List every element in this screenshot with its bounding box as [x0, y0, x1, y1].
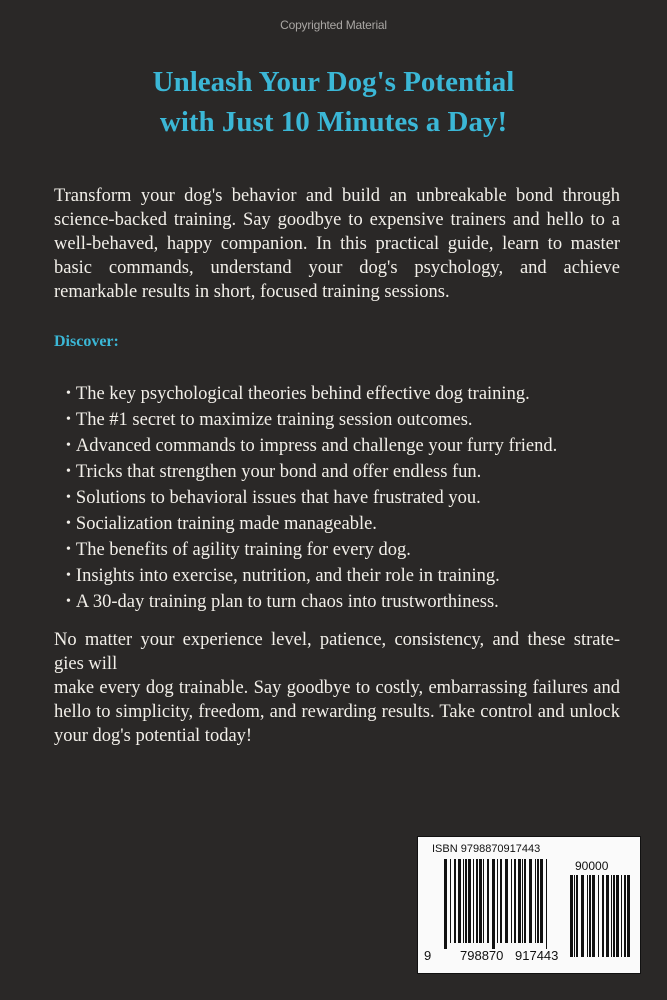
barcode-digit-lead: 9 [424, 948, 432, 963]
barcode-bar [458, 859, 461, 943]
barcode-bar [587, 875, 588, 957]
barcode-bar [535, 859, 536, 943]
barcode-bar [589, 875, 591, 957]
closing-line-2: gies will [54, 654, 118, 674]
intro-paragraph: Transform your dog's behavior and build an unbreakable bond through science-backed training. Say goodbye to expensive trainers and hello to a well-behaved, happy companion. In this practical guide, learn to master basic commands, understand your dog's psychology, and achieve remarkable results in short, focused training sessions. [54, 186, 620, 302]
barcode-bar [444, 859, 447, 949]
barcode-bar [624, 875, 626, 957]
closing-paragraph [54, 628, 620, 748]
barcode-bar [613, 875, 615, 957]
headline-line-2: with Just 10 Minutes a Day! [159, 106, 508, 138]
barcode-bar [450, 859, 451, 943]
barcode-bar [511, 859, 512, 943]
feature-list [66, 382, 557, 616]
barcode-bar [454, 859, 456, 943]
barcode-bar [598, 875, 599, 957]
barcode-bar [546, 859, 547, 949]
barcode-bar [627, 875, 630, 957]
barcode-bar [524, 859, 526, 943]
list-item: • The #1 secret to maximize training session outcomes. [66, 408, 557, 434]
barcode-bar [529, 859, 532, 943]
isbn-barcode [417, 836, 641, 974]
barcode-bar [540, 859, 543, 943]
barcode-bar [463, 859, 464, 943]
barcode-bar [473, 859, 474, 943]
price-code: 90000 [575, 859, 609, 873]
barcode-bar [465, 859, 467, 943]
barcode-bar [621, 875, 622, 957]
barcode-bar [592, 875, 595, 957]
list-item: • Socialization training made manageable. [66, 512, 557, 538]
list-item: • Solutions to behavioral issues that have frustrated you. [66, 486, 557, 512]
barcode-bar [492, 859, 495, 949]
barcode-digits-group-2: 917443 [515, 948, 559, 963]
barcode-bar [514, 859, 516, 943]
list-item: • Insights into exercise, nutrition, and their role in training. [66, 564, 557, 590]
discover-heading: Discover: [54, 333, 119, 350]
list-item: • Advanced commands to impress and challenge your furry friend. [66, 434, 557, 460]
list-item: • A 30-day training plan to turn chaos into trustworthiness. [66, 590, 557, 616]
barcode-bar [483, 859, 484, 943]
list-item: • The benefits of agility training for every dog. [66, 538, 557, 564]
barcode-bar [476, 859, 478, 943]
barcode-bar [479, 859, 482, 943]
barcode-bar [581, 875, 584, 957]
barcode-bar [616, 875, 619, 957]
headline [0, 62, 667, 142]
barcode-bar [576, 875, 578, 957]
barcode-bar [487, 859, 489, 943]
barcode-bar [522, 859, 523, 943]
barcode-bar [602, 875, 604, 957]
barcode-bar [468, 859, 471, 943]
closing-rest: make every dog trainable. Say goodbye to costly, embarrassing failures and hello to simplicity, freedom, and rewarding results. Take control and unlock your dog's potential today! [54, 678, 620, 746]
barcode-bar [611, 875, 612, 957]
barcode-bar [500, 859, 502, 943]
barcode-bar [606, 875, 609, 957]
barcode-bar [518, 859, 521, 943]
barcode-digits-group-1: 798870 [460, 948, 504, 963]
barcode-bar [574, 875, 575, 957]
barcode-bar [570, 875, 573, 957]
copyright-watermark: Copyrighted Material [280, 18, 387, 32]
closing-line-1: No matter your experience level, patience, consistency, and these strate- [54, 630, 620, 650]
barcode-bar [505, 859, 508, 943]
barcode-bar [497, 859, 498, 943]
list-item: • The key psychological theories behind effective dog training. [66, 382, 557, 408]
isbn-label: ISBN 9798870917443 [432, 843, 541, 855]
headline-line-1: Unleash Your Dog's Potential [152, 66, 515, 98]
list-item: • Tricks that strengthen your bond and offer endless fun. [66, 460, 557, 486]
barcode-bar [537, 859, 539, 943]
